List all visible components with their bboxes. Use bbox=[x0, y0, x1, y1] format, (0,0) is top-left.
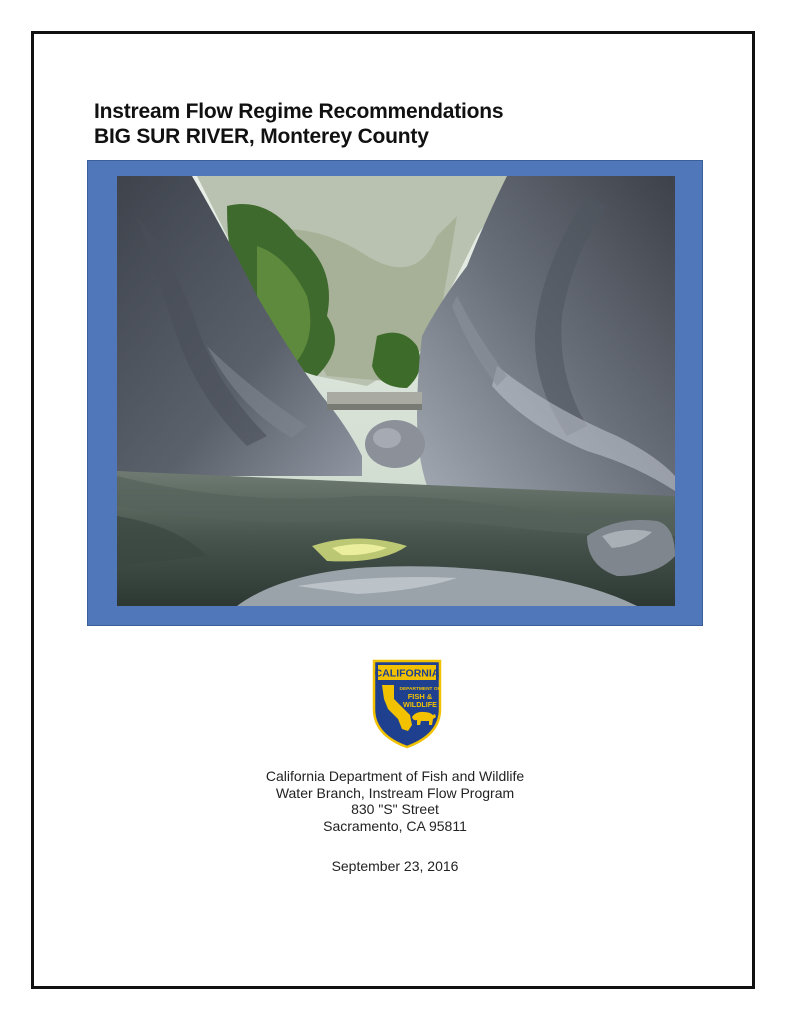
seal-top-text: CALIFORNIA bbox=[374, 667, 440, 680]
address-line-3: 830 "S" Street bbox=[351, 801, 439, 817]
address-block bbox=[195, 768, 595, 834]
title-line-1: Instream Flow Regime Recommendations bbox=[94, 100, 504, 123]
page-title bbox=[94, 99, 503, 149]
seal-sub-text-1: DEPARTMENT OF bbox=[399, 687, 441, 692]
cdfw-seal-icon bbox=[372, 659, 442, 749]
address-line-1: California Department of Fish and Wildlife bbox=[265, 768, 525, 784]
river-canyon-photo bbox=[117, 176, 675, 606]
photo-frame bbox=[87, 160, 703, 626]
address-line-4: Sacramento, CA 95811 bbox=[323, 817, 467, 834]
title-line-2: BIG SUR RIVER, Monterey County bbox=[94, 125, 429, 148]
seal-sub-text-2: FISH & bbox=[407, 692, 433, 701]
publication-date: September 23, 2016 bbox=[331, 858, 459, 874]
seal-sub-text-3: WILDLIFE bbox=[403, 700, 437, 709]
address-line-2: Water Branch, Instream Flow Program bbox=[275, 784, 515, 801]
